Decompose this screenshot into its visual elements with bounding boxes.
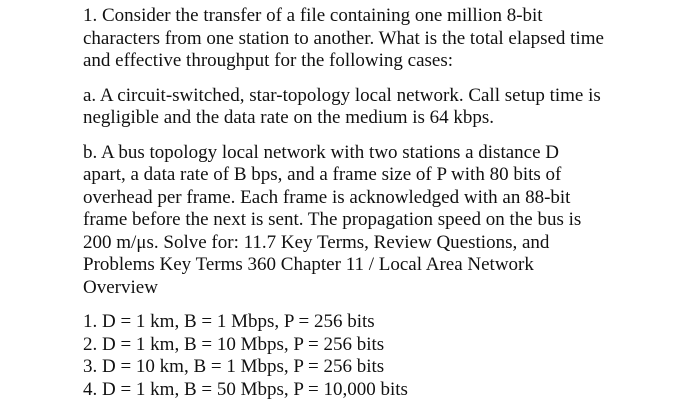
part-a <box>83 85 683 130</box>
part-b <box>83 142 683 300</box>
case-item: 2. D = 1 km, B = 10 Mbps, P = 256 bits <box>83 333 385 355</box>
question-intro <box>83 5 683 73</box>
intro-line: 1. Consider the transfer of a file containing one million 8-bit <box>83 5 543 26</box>
case-item: 4. D = 1 km, B = 50 Mbps, P = 10,000 bits <box>83 378 408 400</box>
case-item: 1. D = 1 km, B = 1 Mbps, P = 256 bits <box>83 311 375 332</box>
part-b-line: 200 m/μs. Solve for: 11.7 Key Terms, Review Questions, and <box>83 231 550 253</box>
case-item: 3. D = 10 km, B = 1 Mbps, P = 256 bits <box>83 356 385 377</box>
part-a-line: a. A circuit-switched, star-topology local network. Call setup time is <box>83 84 601 106</box>
part-b-line: Overview <box>83 276 158 298</box>
part-b-line: apart, a data rate of B bps, and a frame size of P with 80 bits of <box>83 164 562 185</box>
question-document <box>83 0 683 401</box>
part-b-line: overhead per frame. Each frame is acknowledged with an 88-bit <box>83 186 571 208</box>
part-b-line: b. A bus topology local network with two stations a distance D <box>83 141 560 163</box>
part-b-line: Problems Key Terms 360 Chapter 11 / Local Area Network <box>83 254 534 275</box>
intro-line: characters from one station to another. What is the total elapsed time <box>83 27 604 49</box>
part-a-line: negligible and the data rate on the medium is 64 kbps. <box>83 107 495 128</box>
part-b-line: frame before the next is sent. The propagation speed on the bus is <box>83 209 582 230</box>
intro-line: and effective throughput for the following cases: <box>83 50 454 71</box>
case-list <box>83 311 683 401</box>
